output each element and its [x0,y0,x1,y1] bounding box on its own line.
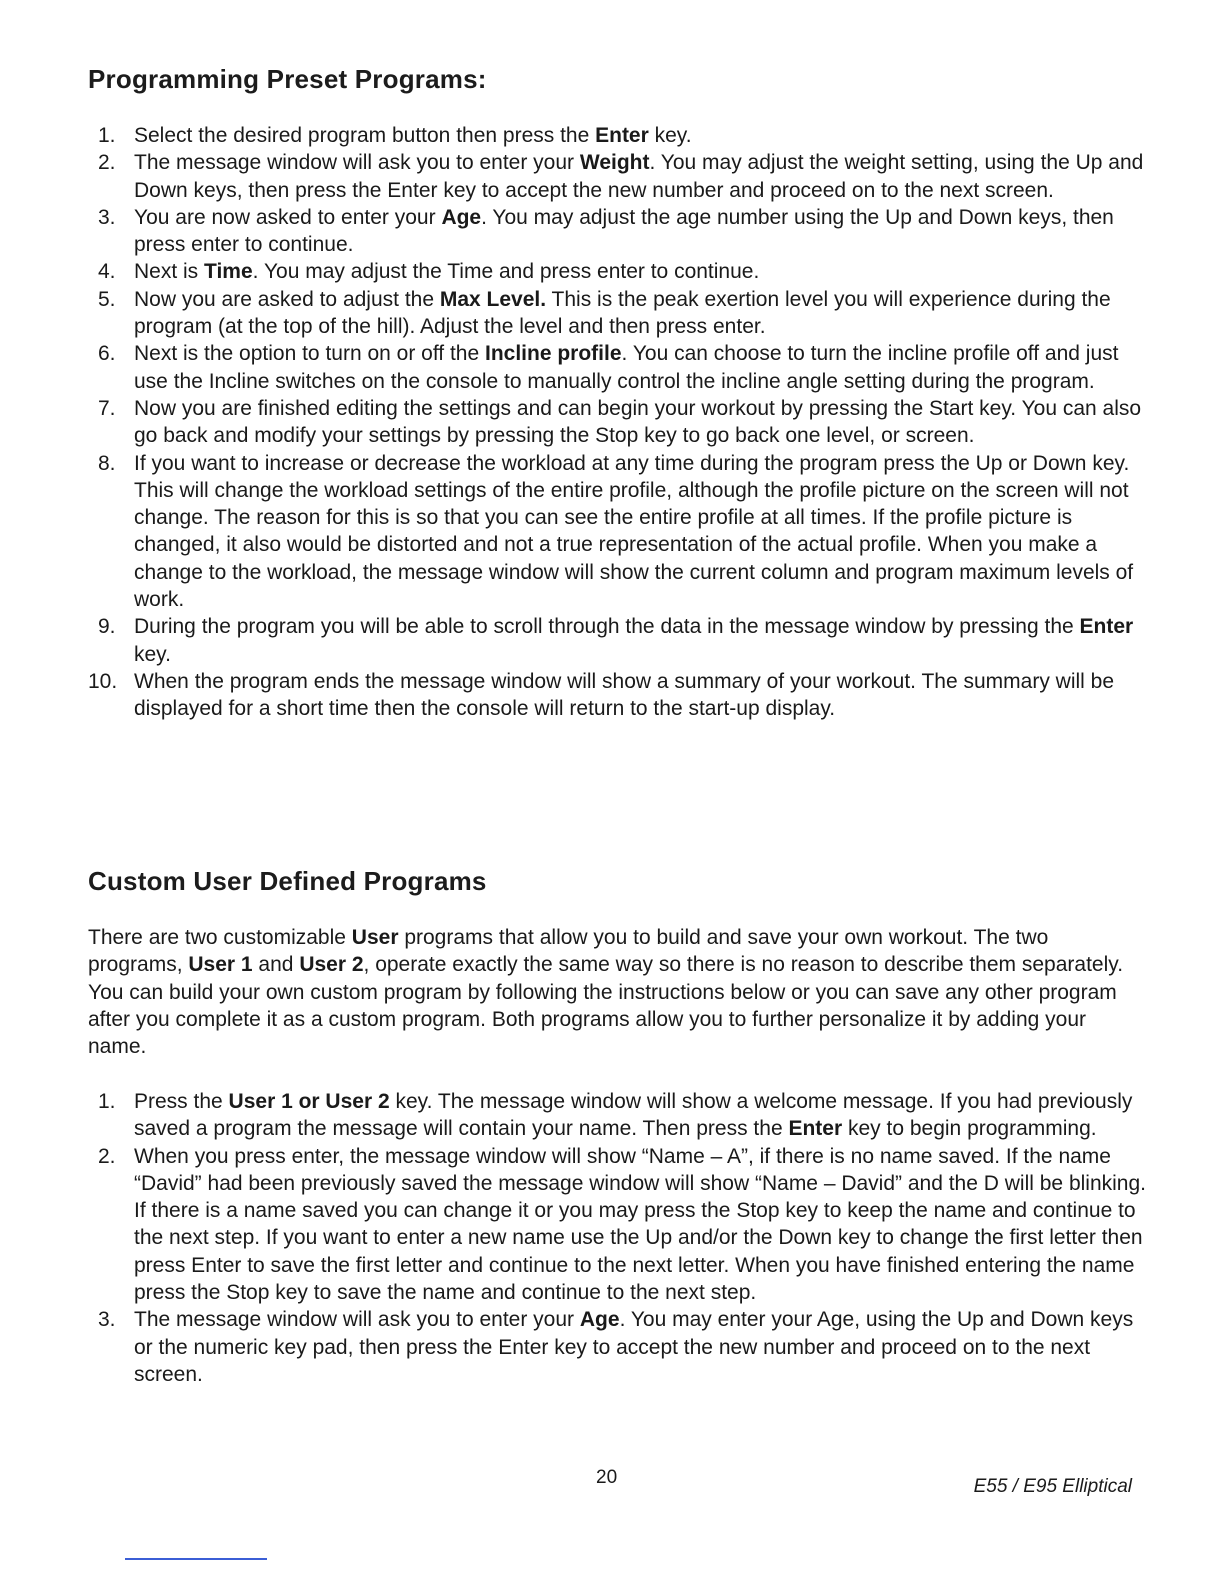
text-run: and [252,953,300,977]
item-number: 9. [98,615,116,639]
text-run: key to begin programming. [842,1117,1097,1141]
text-run: . You can choose to turn the incline profile off and just use the Incline switches on the console to manually control the incline angle setting during the program. [134,342,1119,393]
text-run: Now you are asked to adjust the [134,287,440,311]
bold-term: Age [441,205,482,229]
bold-term: Enter [1079,615,1134,639]
text-run: Select the desired program button then press the [134,124,596,147]
item-number: 1. [98,1090,116,1113]
text-run: The message window will ask you to enter your [134,151,580,175]
text-run: programs that allow you to build and save your own workout. The two programs, [88,926,1049,977]
bold-term: Max Level. [439,287,547,311]
page-number: 20 [596,1467,618,1488]
text-run: If you want to increase or decrease the workload at any time during the program press the Up or Down key. This will change the workload settings of the entire profile, although the profile picture on the screen will not change. The reason for this is so that you can see the entire profile at all times. If the profile picture is changed, it also would be distorted and not a true representation of the actual profile. When you make a change to the workload, the message window will show the current column and program maximum levels of work. [134,451,1134,612]
text-run: , operate exactly the same way so there is no reason to describe them separately. You can build your own custom program by following the instructions below or you can save any other program after you complete it as a custom program. Both programs allow you to further personalize it by adding your name. [88,953,1124,1059]
item-number: 2. [98,1144,116,1168]
bold-term: Age [579,1308,620,1332]
text-run: Now you are finished editing the settings and can begin your workout by pressing the Start key. You can also go back and modify your settings by pressing the Stop key to go back one level, or screen. [134,396,1142,448]
item-number: 5. [98,287,116,311]
custom-intro-paragraph [88,924,1148,1060]
text-run: During the program you will be able to scroll through the data in the message window by pressing the [134,615,1080,639]
item-number: 1. [98,124,116,147]
list-item [88,204,1148,259]
list-item [88,122,1148,149]
custom-programs-heading: Custom User Defined Programs [88,866,487,896]
text-run: You are now asked to enter your [134,205,442,229]
bold-term: User 1 [188,953,253,977]
item-number: 3. [98,1308,116,1332]
text-run: key. [134,642,171,666]
text-run: key. The message window will show a welcome message. If you had previously saved a program the message will contain your name. Then press the [134,1090,1133,1141]
list-item [88,149,1148,204]
bold-term: User 2 [299,953,364,977]
bold-term: Weight [579,151,650,175]
list-item [88,1143,1148,1307]
item-number: 10. [88,669,118,693]
item-number: 6. [98,342,116,366]
item-number: 3. [98,205,116,229]
bold-term: Enter [595,124,649,147]
bold-term: User [351,926,399,949]
custom-steps-list [88,1088,1148,1388]
bold-term: Incline profile [485,342,622,366]
list-item [88,340,1148,395]
item-number: 8. [98,451,116,475]
text-run: When the program ends the message window will show a summary of your workout. The summary will be displayed for a short time then the console will return to the start-up display. [134,669,1115,721]
text-run: . You may adjust the Time and press enter to continue. [252,260,760,284]
text-run: This is the peak exertion level you will experience during the program (at the top of the hill). Adjust the level and then press enter. [134,287,1111,339]
text-run: The message window will ask you to enter your [134,1308,580,1332]
text-run: Next is [134,260,205,284]
text-run: . You may adjust the weight setting, using the Up and Down keys, then press the Enter key to accept the new number and proceed on to the next screen. [134,151,1144,202]
bold-term: User 1 or User 2 [228,1090,390,1113]
preset-programs-heading: Programming Preset Programs: [88,64,487,94]
bold-term: Time [204,260,253,284]
text-run: . You may enter your Age, using the Up and Down keys or the numeric key pad, then press the Enter key to accept the new number and proceed on to the next screen. [134,1308,1134,1386]
text-run: key. [648,124,692,147]
list-item [88,613,1148,668]
list-item [88,395,1148,450]
list-item [88,1306,1148,1388]
text-run: Next is the option to turn on or off the [134,342,485,366]
text-run: There are two customizable [88,926,352,949]
item-number: 2. [98,151,116,175]
list-item [88,668,1148,723]
item-number: 7. [98,396,116,420]
text-run: Press the [134,1090,229,1113]
list-item [88,286,1148,341]
preset-steps-list [88,122,1148,723]
list-item [88,1088,1148,1143]
text-run: . You may adjust the age number using the Up and Down keys, then press enter to continue. [134,205,1114,257]
model-name: E55 / E95 Elliptical [973,1476,1132,1497]
decorative-divider [125,1558,267,1560]
list-item [88,450,1148,614]
list-item [88,258,1148,285]
item-number: 4. [98,260,116,284]
bold-term: Enter [788,1117,843,1141]
text-run: When you press enter, the message window will show “Name – A”, if there is no name saved. If the name “David” had been previously saved the message window will show “Name – David” and the D will be blinking. If there is a name saved you can change it or you may press the Stop key to keep the name and continue to the next step. If you want to enter a new name use the Up and/or the Down key to change the first letter then press Enter to save the first letter and continue to the next letter. When you have finished entering the name press the Stop key to save the name and continue to the next step. [134,1144,1146,1305]
